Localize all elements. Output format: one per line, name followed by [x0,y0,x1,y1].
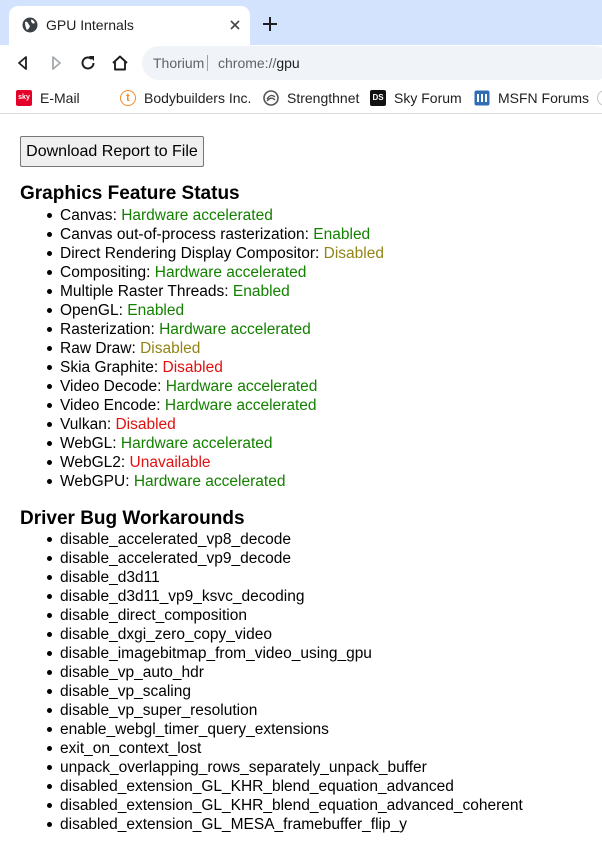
address-bar[interactable] [142,46,602,80]
workaround-item: disabled_extension_GL_KHR_blend_equation_advanced_coherent [20,796,523,815]
forward-arrow-icon[interactable] [46,53,66,73]
workarounds-list [20,530,523,834]
feature-status-value: Disabled [323,245,384,262]
omnibox-divider [207,55,208,71]
download-report-button[interactable]: Download Report to File [20,136,204,167]
workaround-item: disable_vp_auto_hdr [20,663,523,682]
workaround-item: disable_imagebitmap_from_video_using_gpu [20,644,523,663]
overflow-bookmark-icon [597,90,602,106]
feature-name: Skia Graphite [60,359,154,376]
feature-status-item [20,206,384,225]
url-text[interactable] [218,55,300,71]
home-icon[interactable] [110,53,130,73]
feature-name: Vulkan [60,416,107,433]
feature-name: Raw Draw [60,340,132,357]
sky-logo-icon: sky [16,90,32,106]
bookmark-label: Strengthnet [287,90,360,106]
feature-name: Multiple Raster Threads [60,283,225,300]
workaround-item: disabled_extension_GL_MESA_framebuffer_flip_y [20,815,523,834]
feature-name: WebGL [60,435,113,452]
feature-name: OpenGL [60,302,119,319]
feature-status-value: Hardware accelerated [133,473,286,490]
reload-icon[interactable] [78,53,98,73]
feature-name: Video Decode [60,378,158,395]
colon-separator: : [156,397,165,414]
workaround-item: disable_d3d11 [20,568,523,587]
feature-status-item [20,358,384,377]
feature-status-value: Hardware accelerated [120,435,273,452]
feature-status-value: Disabled [115,416,176,433]
colon-separator: : [131,340,141,357]
bookmark-label: Bodybuilders Inc. [144,90,252,106]
bookmark-label: E-Mail [40,90,80,106]
feature-status-item [20,434,384,453]
feature-status-value: Enabled [127,302,185,319]
feature-status-item [20,377,384,396]
feature-name: Rasterization [60,321,151,338]
feature-name: WebGPU [60,473,126,490]
workaround-item: disable_accelerated_vp8_decode [20,530,523,549]
colon-separator: : [304,226,314,243]
globe-icon [22,17,38,33]
feature-status-item [20,320,384,339]
feature-status-value: Hardware accelerated [165,378,318,395]
feature-name: Canvas [60,207,113,224]
feature-status-value: Hardware accelerated [164,397,317,414]
feature-status-item [20,225,384,244]
workaround-item: disable_vp_super_resolution [20,701,523,720]
feature-status-item [20,339,384,358]
colon-separator: : [118,302,128,319]
colon-separator: : [157,378,166,395]
toolbar [0,45,602,82]
strengthnet-logo-icon [263,90,279,106]
workaround-item: disable_vp_scaling [20,682,523,701]
url-host: gpu [276,55,300,71]
feature-status-item [20,282,384,301]
colon-separator: : [315,245,324,262]
workaround-item: enable_webgl_timer_query_extensions [20,720,523,739]
colon-separator: : [120,454,130,471]
workaround-item: unpack_overlapping_rows_separately_unpack_buffer [20,758,523,777]
feature-name: Compositing [60,264,147,281]
colon-separator: : [112,435,121,452]
bookmark-label: Sky Forum [394,90,462,106]
colon-separator: : [112,207,122,224]
page-content [0,115,602,841]
feature-status-item [20,301,384,320]
workaround-item: disable_d3d11_vp9_ksvc_decoding [20,587,523,606]
tab-gpu-internals[interactable] [9,6,250,45]
feature-status-value: Disabled [162,359,223,376]
feature-name: Canvas out-of-process rasterization [60,226,305,243]
colon-separator: : [125,473,134,490]
colon-separator: : [153,359,163,376]
feature-status-item [20,244,384,263]
bookmarks-bar [0,82,602,114]
feature-status-value: Hardware accelerated [154,264,307,281]
omnibox-brand-chip[interactable]: Thorium [153,55,205,71]
feature-status-value: Hardware accelerated [121,207,273,224]
back-arrow-icon[interactable] [13,53,33,73]
feature-status-item [20,472,384,491]
tab-strip [0,0,602,45]
bodybuilders-logo-icon: t [120,90,136,106]
colon-separator: : [150,321,160,338]
feature-name: Direct Rendering Display Compositor [60,245,315,262]
feature-status-item [20,263,384,282]
plus-icon[interactable] [261,15,279,33]
workaround-item: disable_direct_composition [20,606,523,625]
graphics-feature-status-heading: Graphics Feature Status [20,183,240,204]
colon-separator: : [146,264,155,281]
bookmark-label: MSFN Forums [498,90,589,106]
colon-separator: : [106,416,116,433]
feature-status-value: Unavailable [129,454,211,471]
feature-status-value: Disabled [140,340,201,357]
graphics-feature-list [20,206,384,491]
workaround-item: disabled_extension_GL_KHR_blend_equation_advanced [20,777,523,796]
feature-status-item [20,453,384,472]
feature-name: WebGL2 [60,454,121,471]
url-scheme: chrome:// [218,55,277,71]
feature-status-value: Hardware accelerated [159,321,311,338]
workaround-item: disable_dxgi_zero_copy_video [20,625,523,644]
feature-status-value: Enabled [313,226,371,243]
workaround-item: disable_accelerated_vp9_decode [20,549,523,568]
feature-name: Video Encode [60,397,157,414]
driver-bug-workarounds-heading: Driver Bug Workarounds [20,508,245,529]
workaround-item: exit_on_context_lost [20,739,523,758]
colon-separator: : [224,283,233,300]
feature-status-item [20,396,384,415]
feature-status-value: Enabled [232,283,290,300]
msfn-logo-icon [474,90,490,106]
feature-status-item [20,415,384,434]
ds-logo-icon: DS [370,90,386,106]
close-icon[interactable] [227,17,243,33]
tab-title: GPU Internals [46,17,134,33]
